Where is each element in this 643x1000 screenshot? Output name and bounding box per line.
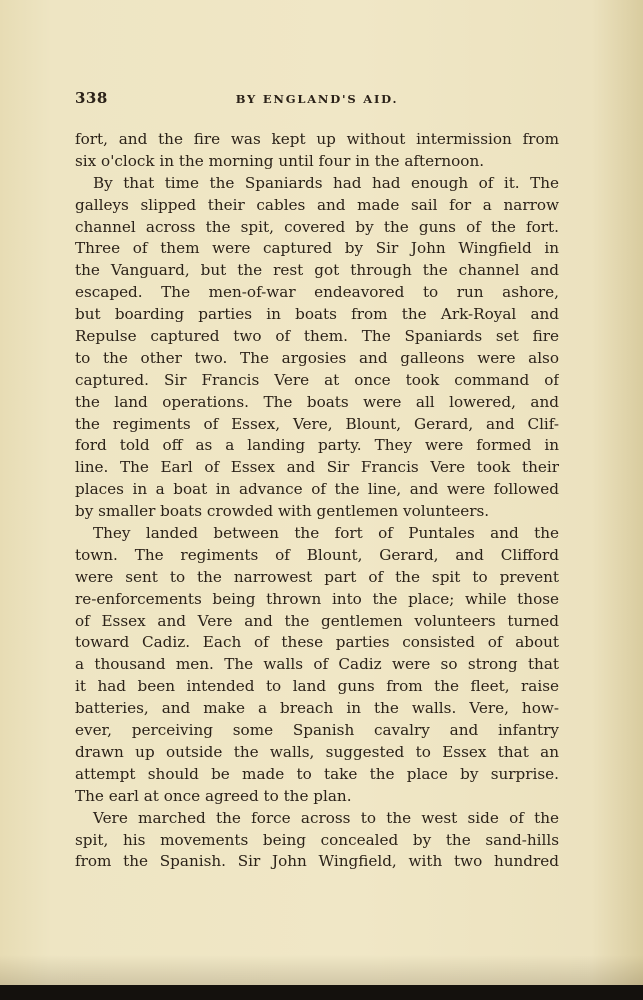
text-line: line. The Earl of Essex and Sir Francis Vere took their [75,458,559,477]
text-line: from the Spanish. Sir John Wingfield, with two hundred [75,852,559,871]
text-line: By that time the Spaniards had had enough of it. The [93,173,559,192]
text-line: fort, and the fire was kept up without intermission from [75,130,559,148]
text-line: galleys slipped their cables and made sail for a narrow [75,195,559,214]
text-line: batteries, and make a breach in the walls. Vere, how- [75,699,559,718]
text-line: Three of them were captured by Sir John Wingfield in [75,239,559,258]
text-line: spit, his movements being concealed by the sand-hills [75,830,559,849]
text-line: attempt should be made to take the place by surprise. [75,764,559,783]
text-line: were sent to the narrowest part of the spit to prevent [75,567,559,586]
text-line: but boarding parties in boats from the Ark-Royal and [75,305,559,324]
text-line: six o'clock in the morning until four in the afternoon. [75,151,485,170]
text-line: The earl at once agreed to the plan. [75,786,352,805]
text-line: the regiments of Essex, Vere, Blount, Gerard, and Clif- [75,414,559,433]
text-line: They landed between the fort of Puntales and the [93,524,559,543]
text-line: to the other two. The argosies and galleons were also [75,348,559,367]
running-head [75,89,559,111]
text-line: drawn up outside the walls, suggested to Essex that an [75,742,559,761]
text-line: ever, perceiving some Spanish cavalry and infantry [75,721,559,740]
text-line: escaped. The men-of-war endeavored to run ashore, [75,283,559,302]
text-line: re-enforcements being thrown into the place; while those [75,589,559,608]
text-line: places in a boat in advance of the line, and were followed [75,480,559,499]
text-line: channel across the spit, covered by the guns of the fort. [75,217,559,236]
text-line: the Vanguard, but the rest got through the channel and [75,261,559,280]
text-line: of Essex and Vere and the gentlemen volunteers turned [75,611,559,630]
text-line: Repulse captured two of them. The Spaniards set fire [75,327,559,346]
body-text [75,129,559,873]
text-line: by smaller boats crowded with gentlemen volunteers. [75,502,490,521]
text-line: the land operations. The boats were all lowered, and [75,392,559,411]
text-line: captured. Sir Francis Vere at once took command of [75,370,559,389]
text-line: toward Cadiz. Each of these parties consisted of about [75,633,559,652]
text-line: Vere marched the force across to the west side of the [93,808,559,827]
text-line: town. The regiments of Blount, Gerard, and Clifford [75,545,559,564]
text-line: ford told off as a landing party. They were formed in [75,436,559,455]
text-line: it had been intended to land guns from the fleet, raise [75,677,559,696]
page-number: 338 [75,89,108,107]
text-line: a thousand men. The walls of Cadiz were so strong that [75,655,559,674]
running-title: BY ENGLAND'S AID. [235,92,399,106]
